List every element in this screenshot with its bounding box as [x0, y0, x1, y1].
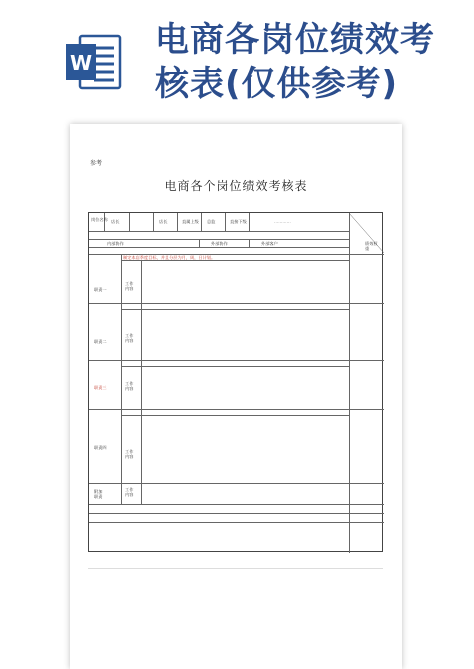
word-app-icon	[62, 30, 126, 94]
section-4-label: 职责四	[94, 445, 107, 450]
section-1-label: 职责一	[94, 287, 107, 292]
section-4-content-label: 工作内容	[125, 449, 134, 459]
extra-duty-content-label: 工作内容	[125, 487, 134, 497]
document-title: 电商各个岗位绩效考核表	[164, 179, 308, 193]
banner-title-line2: 核表(仅供参考)	[155, 64, 399, 104]
reference-label: 参考	[90, 160, 103, 167]
document-page	[70, 124, 402, 669]
external-cooperation-label: 外部协作	[211, 241, 228, 246]
section-1-heading: 制定本店季度目标，并且分层为月，周，日计划。	[123, 255, 216, 260]
header-cell-6: 总监	[207, 219, 216, 224]
banner-title	[155, 18, 455, 106]
section-3-content-label: 工作内容	[125, 381, 134, 391]
header-cell-5: 直属上级	[182, 219, 199, 224]
header-cell-2: 店长	[111, 219, 120, 224]
banner-title-line1: 电商各岗位绩效考	[155, 20, 435, 60]
section-3-label: 职责三	[94, 385, 107, 390]
section-2-label: 职责二	[94, 339, 107, 344]
extra-duty-label: 附加职责	[94, 489, 103, 499]
header-cell-7: 直接下级	[230, 219, 247, 224]
performance-form-table	[88, 212, 383, 552]
header-position-label: 岗位名称	[91, 217, 108, 222]
header-cell-4: 店长	[159, 219, 168, 224]
section-1-content-label: 工作内容	[125, 281, 134, 291]
svg-text:W: W	[69, 51, 93, 75]
external-customer-label: 外部客户	[261, 241, 278, 246]
header-cell-8: …………	[274, 219, 291, 224]
score-column-label: 绩效权重	[365, 241, 378, 251]
internal-cooperation-label: 内部协作	[107, 241, 124, 246]
section-2-content-label: 工作内容	[125, 333, 134, 343]
page-divider	[88, 568, 383, 569]
